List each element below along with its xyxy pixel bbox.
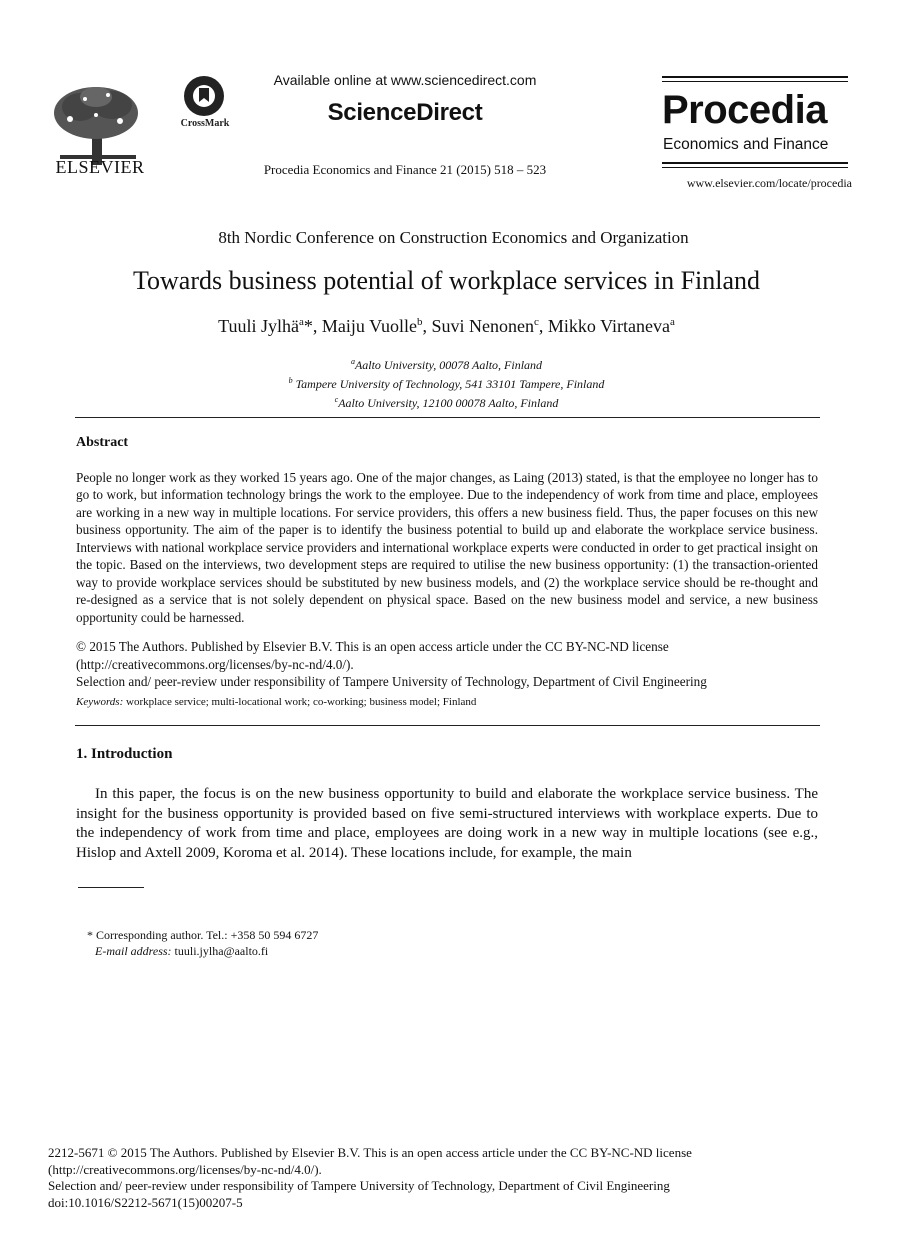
email-label: E-mail address: <box>95 944 172 958</box>
email-address[interactable]: tuuli.jylha@aalto.fi <box>171 944 269 958</box>
procedia-url-link[interactable]: www.elsevier.com/locate/procedia <box>686 176 852 190</box>
affiliation-text: Aalto University, 12100 00078 Aalto, Finland <box>338 396 559 410</box>
license-link[interactable]: (http://creativecommons.org/licenses/by-nc-nd/4.0/). <box>76 656 354 672</box>
available-online-text: Available online at www.sciencedirect.com <box>273 72 537 88</box>
author-affil-mark: b <box>417 316 423 328</box>
affiliation-text: Aalto University, 00078 Aalto, Finland <box>354 358 543 372</box>
affiliation-mark: b <box>288 376 293 385</box>
introduction-heading: 1. Introduction <box>76 746 173 762</box>
affiliation-mark: a <box>350 357 355 366</box>
author-separator: , <box>538 316 548 336</box>
procedia-rule-top <box>662 76 848 78</box>
issn-copyright-line: 2212-5671 © 2015 The Authors. Published by Elsevier B.V. This is an open access article under the CC BY-NC-ND license <box>48 1145 692 1160</box>
conference-name: 8th Nordic Conference on Construction Economics and Organization <box>218 228 689 247</box>
section-divider <box>75 417 820 418</box>
section-divider <box>75 725 820 726</box>
author-affil-mark: c <box>534 316 539 328</box>
introduction-text: In this paper, the focus is on the new business opportunity to build and elaborate the workplace service business. The insight for the business opportunity is provided based on five semi-structured interviews with workplace experts. Due to the independency of work from time and place, employees are doing work in a new way in multiple locations (see e.g., Hislop and Axtell 2009, Koroma et al. 2014). These locations include, for example, the main <box>76 786 818 861</box>
affiliation-list <box>0 354 893 411</box>
affiliation-line <box>0 354 893 373</box>
author-name: Tuuli Jylhä <box>218 316 300 336</box>
paper-title: Towards business potential of workplace services in Finland <box>132 266 761 295</box>
abstract-heading: Abstract <box>76 435 129 450</box>
author-separator: , <box>422 316 432 336</box>
procedia-wordmark: Procedia <box>662 88 827 132</box>
copyright-line: © 2015 The Authors. Published by Elsevier B.V. This is an open access article under the CC BY-NC-ND license <box>76 639 669 654</box>
journal-citation: Procedia Economics and Finance 21 (2015) 518 – 523 <box>263 162 547 177</box>
author-name: Suvi Nenonen <box>431 316 534 336</box>
bottom-license-block <box>48 1145 868 1211</box>
affiliation-line <box>0 373 893 392</box>
procedia-rule-bottom-thin <box>662 167 848 168</box>
author-affil-mark: a <box>299 316 304 328</box>
author-affil-mark: a <box>669 316 675 328</box>
author-name: Mikko Virtaneva <box>547 316 670 336</box>
email-note <box>95 944 268 959</box>
keywords-text: workplace service; multi-locational work; co-working; business model; Finland <box>123 696 477 708</box>
affiliation-mark: c <box>334 395 339 404</box>
footnote-rule <box>78 887 144 888</box>
peer-review-line: Selection and/ peer-review under responsibility of Tampere University of Technology, Department of Civil Engineering <box>76 674 707 689</box>
keywords-label: Keywords: <box>76 696 124 708</box>
procedia-subtitle: Economics and Finance <box>663 136 829 153</box>
affiliation-line <box>0 392 893 411</box>
keywords-line <box>76 696 818 708</box>
license-link[interactable]: (http://creativecommons.org/licenses/by-nc-nd/4.0/). <box>48 1161 322 1177</box>
elsevier-wordmark: ELSEVIER <box>55 157 145 177</box>
copyright-notice <box>76 638 818 691</box>
abstract-text: People no longer work as they worked 15 years ago. One of the major changes, as Laing (2013) stated, is that the employee no longer has to go to work, but information technology brings the work to the employee. Due to the independency of work from time and place, employees are working in a new way in multiple locations. For service providers, this offers a new business field. Thus, the paper focuses on this new business opportunity. The aim of the paper is to identify the business potential to build up and elaborate the workplace service business. Interviews with national workplace service providers and international workplace experts were conducted in order to get practical insight on the topic. Based on the interviews, two development steps are required to utilise the new business opportunity: (1) the transaction-oriented way to provide workplace services should be substituted by new business models, and (2) the workplace service should be re-thought and re-designed as a service that is not solely dependent on physical space. Based on the new business model and service, a new business opportunity could be harnessed. <box>76 470 818 625</box>
doi-line[interactable]: doi:10.1016/S2212-5671(15)00207-5 <box>48 1194 243 1210</box>
sciencedirect-wordmark: ScienceDirect <box>327 99 483 126</box>
crossmark-label: CrossMark <box>180 118 230 129</box>
affiliation-text: Tampere University of Technology, 541 33101 Tampere, Finland <box>292 377 605 391</box>
author-name: Maiju Vuolle <box>321 316 417 336</box>
procedia-rule-top-thin <box>662 81 848 82</box>
procedia-rule-bottom <box>662 162 848 164</box>
peer-review-line: Selection and/ peer-review under responsibility of Tampere University of Technology, Department of Civil Engineering <box>48 1178 670 1194</box>
author-separator: *, <box>303 316 322 336</box>
author-list <box>0 316 893 337</box>
corresponding-author-note: * Corresponding author. Tel.: +358 50 594 6727 <box>87 928 319 942</box>
